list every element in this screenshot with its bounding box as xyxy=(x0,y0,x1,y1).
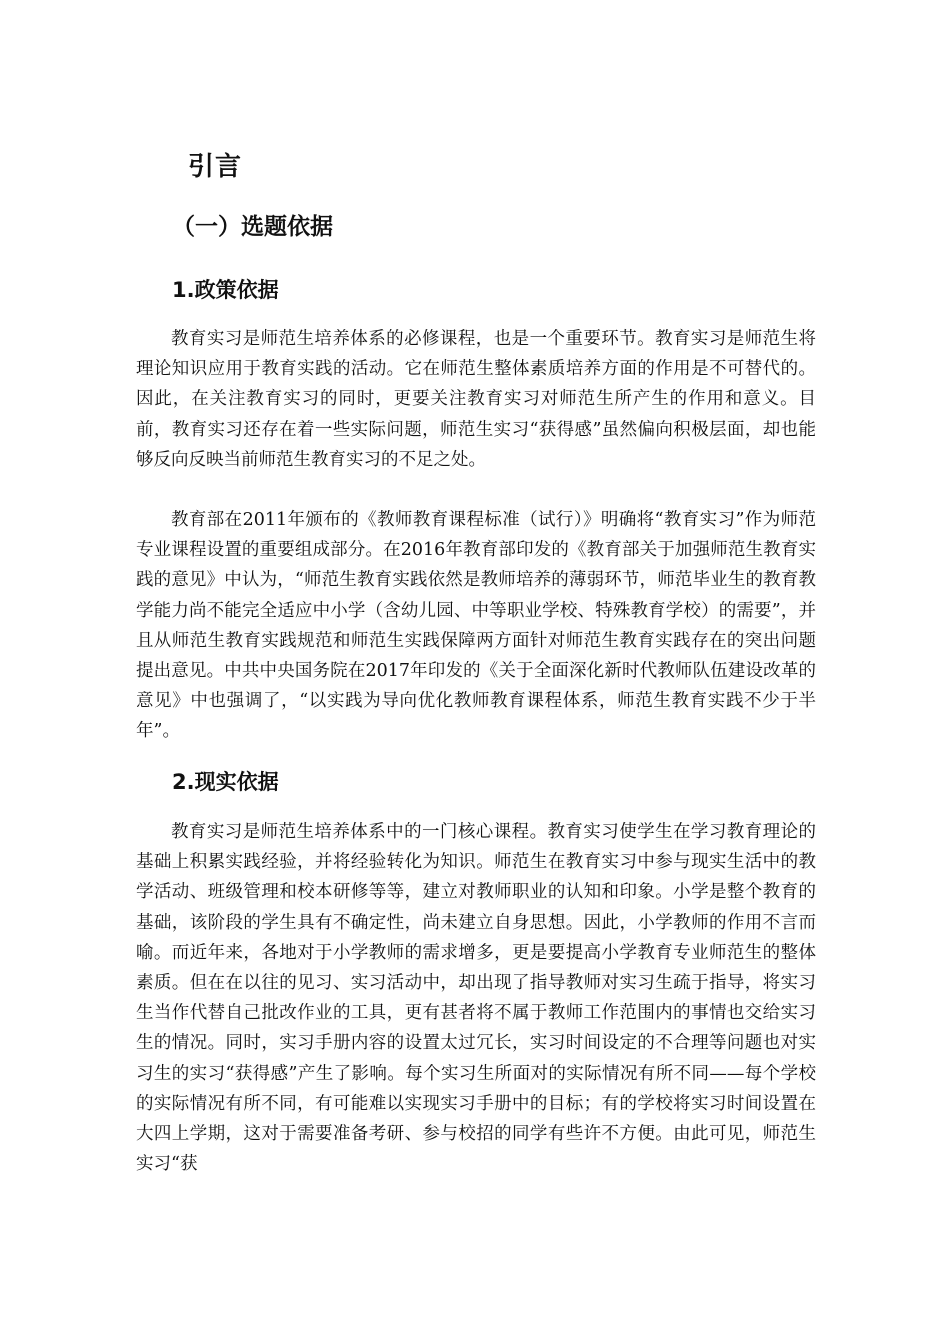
subheading-policy-basis: 1.政策依据 xyxy=(172,278,279,302)
paragraph-policy-2: 教育部在2011年颁布的《教师教育课程标准（试行）》明确将“教育实习”作为师范专业课程设置的重要组成部分。在2016年教育部印发的《教育部关于加强师范生教育实践的意见》中认为，“师范生教育实践依然是教师培养的薄弱环节，师范毕业生的教育教学能力尚不能完全适应中小学（含幼儿园、中等职业学校、特殊教育学校）的需要”，并且从师范生教育实践规范和师范生实践保障两方面针对师范生教育实践存在的突出问题提出意见。中共中央国务院在2017年印发的《关于全面深化新时代教师队伍建设改革的意见》中也强调了，“以实践为导向优化教师教育课程体系，师范生教育实践不少于半年”。 xyxy=(136,510,816,742)
paragraph-policy-1: 教育实习是师范生培养体系的必修课程，也是一个重要环节。教育实习是师范生将理论知识应用于教育实践的活动。它在师范生整体素质培养方面的作用是不可替代的。因此，在关注教育实习的同时，更要关注教育实习对师范生所产生的作用和意义。目前，教育实习还存在着一些实际问题，师范生实习“获得感”虽然偏向积极层面，却也能够反向反映当前师范生教育实习的不足之处。 xyxy=(136,329,816,470)
subheading-reality-basis: 2.现实依据 xyxy=(172,770,279,794)
heading-topic-basis: （一）选题依据 xyxy=(172,214,333,240)
heading-introduction: 引言 xyxy=(188,152,243,182)
paragraph-reality-1: 教育实习是师范生培养体系中的一门核心课程。教育实习使学生在学习教育理论的基础上积累实践经验，并将经验转化为知识。师范生在教育实习中参与现实生活中的教学活动、班级管理和校本研修等等，建立对教师职业的认知和印象。小学是整个教育的基础，该阶段的学生具有不确定性，尚未建立自身思想。因此，小学教师的作用不言而喻。而近年来，各地对于小学教师的需求增多，更是要提高小学教育专业师范生的整体素质。但在在以往的见习、实习活动中，却出现了指导教师对实习生疏于指导，将实习生当作代替自己批改作业的工具，更有甚者将不属于教师工作范围内的事情也交给实习生的情况。同时，实习手册内容的设置太过冗长，实习时间设定的不合理等问题也对实习生的实习“获得感”产生了影响。每个实习生所面对的实际情况有所不同——每个学校的实际情况有所不同，有可能难以实现实习手册中的目标；有的学校将实习时间设置在大四上学期，这对于需要准备考研、参与校招的同学有些许不方便。由此可见，师范生实习“获 xyxy=(136,822,816,1175)
